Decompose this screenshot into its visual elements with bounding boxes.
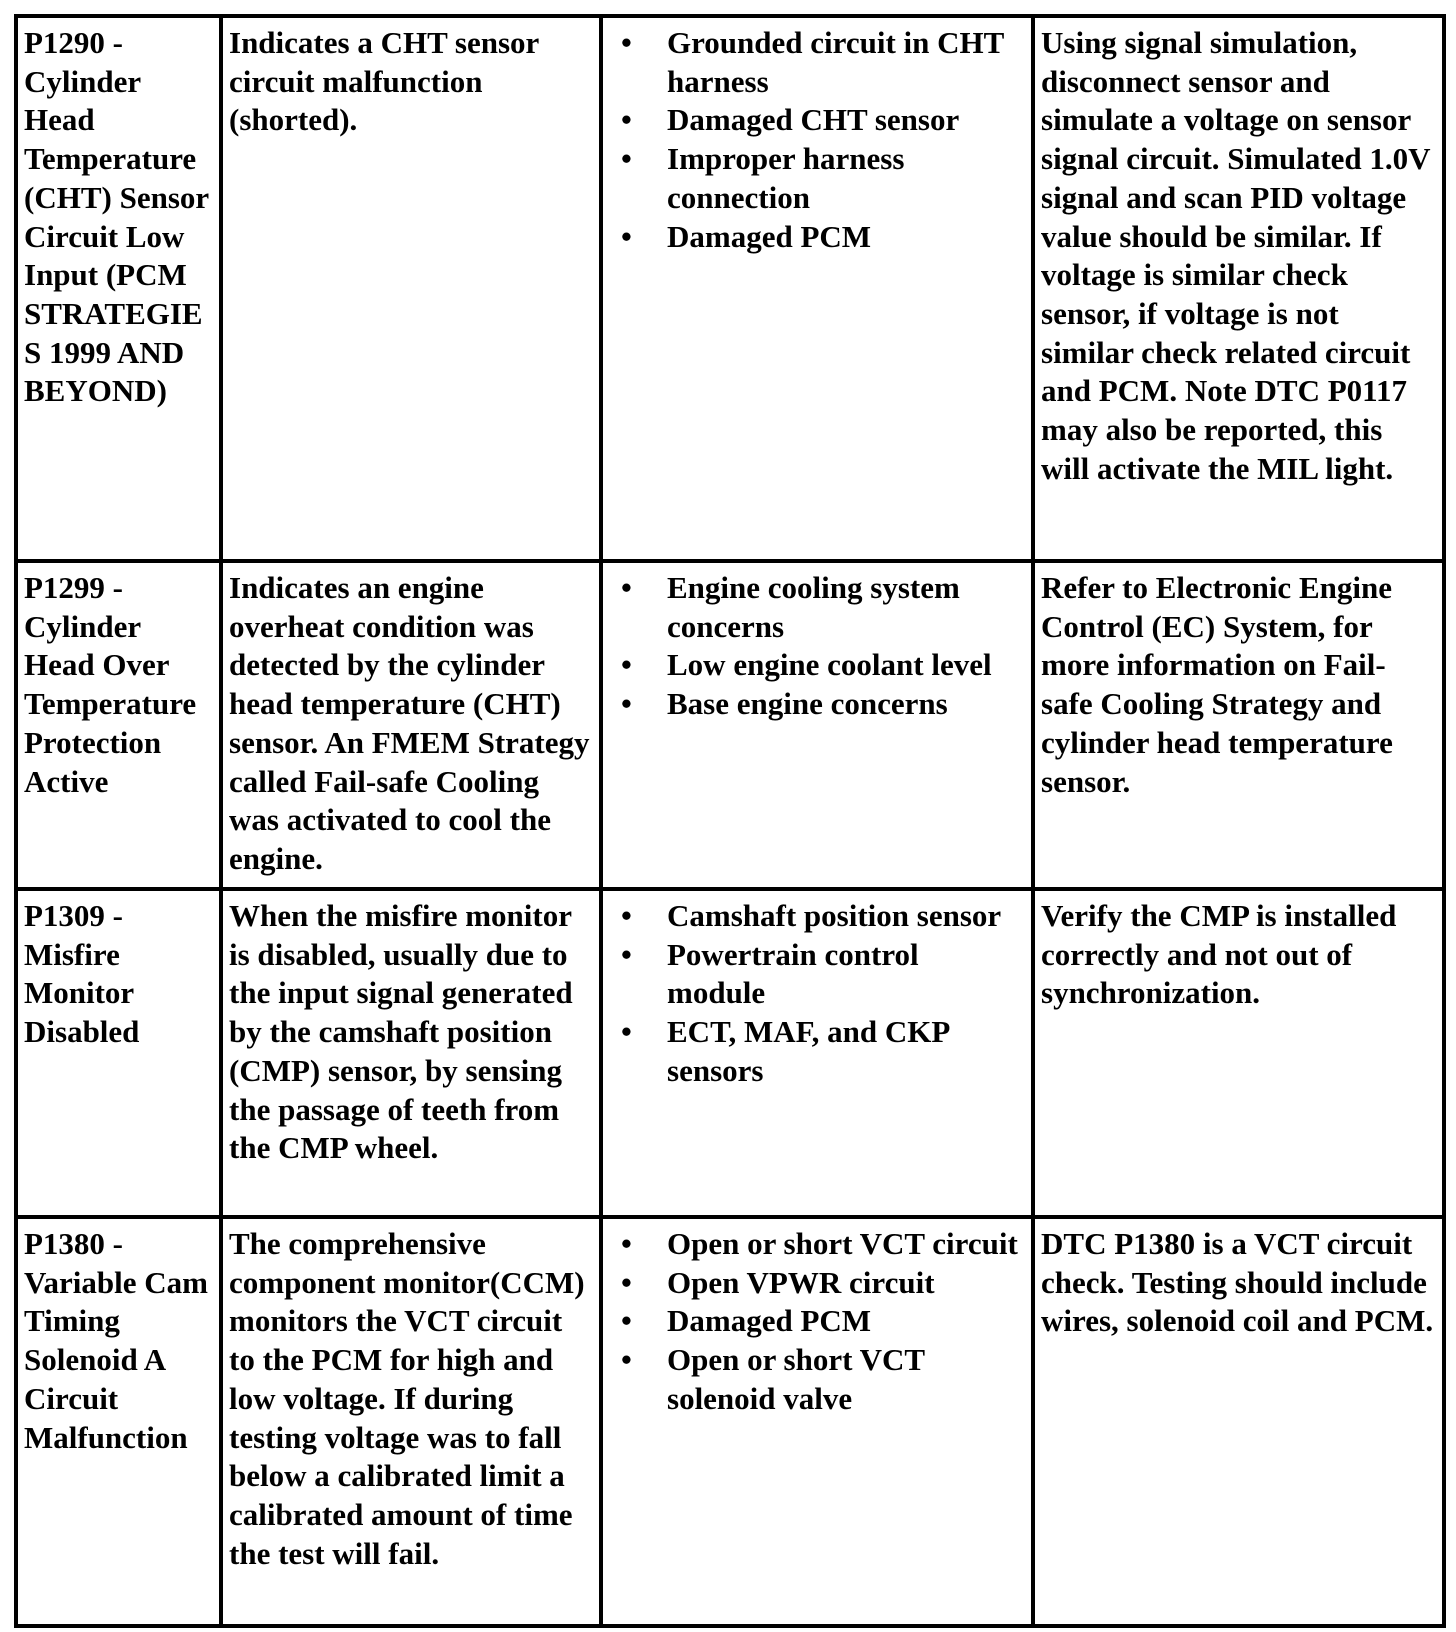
cause-item: • Improper harness connection [667,140,1024,217]
dtc-table [14,14,1446,1628]
cause-item: • Damaged PCM [667,218,1024,257]
cause-item: • Camshaft position sensor [667,897,1024,936]
cause-item: • Engine cooling system concerns [667,569,1024,646]
diagnostic-action-cell: Using signal simulation, disconnect sensor and simulate a voltage on sensor signal circuit. Simulated 1.0V signal and scan PID voltage value should be similar. If voltage is similar check sensor, if voltage is not similar check related circuit and PCM. Note DTC P0117 may also be reported, this will activate the MIL light. [1033,16,1444,561]
table-row [16,16,1444,561]
possible-causes-cell [601,1217,1033,1626]
possible-causes-cell [601,561,1033,889]
possible-causes-cell [601,16,1033,561]
cause-item: • Open or short VCT circuit [667,1225,1024,1264]
cause-item: • Powertrain control module [667,936,1024,1013]
causes-list [609,1225,1024,1419]
table-row [16,889,1444,1217]
description-cell: The comprehensive component monitor(CCM) monitors the VCT circuit to the PCM for high and low voltage. If during testing voltage was to fall below a calibrated limit a calibrated amount of time the test will fail. [221,1217,601,1626]
table-row [16,561,1444,889]
cause-item: • Damaged PCM [667,1302,1024,1341]
diagnostic-action-cell: DTC P1380 is a VCT circuit check. Testing should include wires, solenoid coil and PCM. [1033,1217,1444,1626]
cause-item: • Grounded circuit in CHT harness [667,24,1024,101]
diagnostic-action-cell: Refer to Electronic Engine Control (EC) System, for more information on Fail-safe Cooling Strategy and cylinder head temperature sensor. [1033,561,1444,889]
cause-item: • Low engine coolant level [667,646,1024,685]
causes-list [609,897,1024,1091]
possible-causes-cell [601,889,1033,1217]
cause-item: • Open or short VCT solenoid valve [667,1341,1024,1418]
table-row [16,1217,1444,1626]
causes-list [609,569,1024,724]
diagnostic-action-cell: Verify the CMP is installed correctly and not out of synchronization. [1033,889,1444,1217]
cause-item: • Damaged CHT sensor [667,101,1024,140]
cause-item: • Open VPWR circuit [667,1264,1024,1303]
description-cell: Indicates a CHT sensor circuit malfunction (shorted). [221,16,601,561]
description-cell: When the misfire monitor is disabled, usually due to the input signal generated by the camshaft position (CMP) sensor, by sensing the passage of teeth from the CMP wheel. [221,889,601,1217]
description-cell: Indicates an engine overheat condition was detected by the cylinder head temperature (CHT) sensor. An FMEM Strategy called Fail-safe Cooling was activated to cool the engine. [221,561,601,889]
cause-item: • Base engine concerns [667,685,1024,724]
dtc-code-cell: P1309 - Misfire Monitor Disabled [16,889,221,1217]
dtc-code-cell: P1290 - Cylinder Head Temperature (CHT) Sensor Circuit Low Input (PCM STRATEGIES 1999 AND BEYOND) [16,16,221,561]
dtc-code-cell: P1299 - Cylinder Head Over Temperature Protection Active [16,561,221,889]
cause-item: • ECT, MAF, and CKP sensors [667,1013,1024,1090]
causes-list [609,24,1024,256]
dtc-code-cell: P1380 - Variable Cam Timing Solenoid A Circuit Malfunction [16,1217,221,1626]
